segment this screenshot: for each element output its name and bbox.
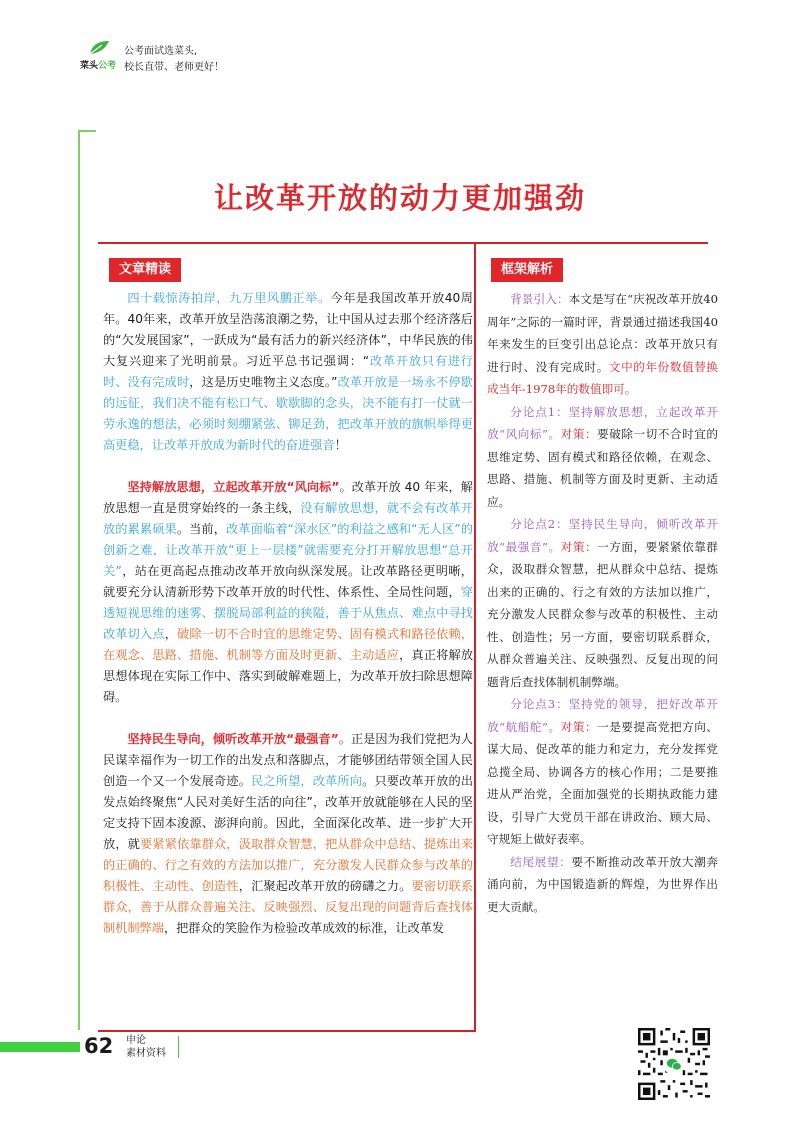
body-text: 一方面，要紧紧依靠群众，汲取群众智慧，把从群众中总结、提炼出来的正确的、行之有效的方法加以推广，充分激发人民群众参与改革的积极性、主动性、创造性；另一方面，要密切联系群众，从群众普遍关注、反映强烈、反复出现的问题背后查找体制机制弊端。 xyxy=(487,539,718,689)
tag-framework-analysis: 框架解析 xyxy=(491,258,563,282)
article-title: 让改革开放的动力更加强劲 xyxy=(213,181,586,215)
body-text: ，真正将解放思想体现在实际工作中、落实到破解难题上，为改革开放扫除思想障碍。 xyxy=(103,648,474,704)
column-divider xyxy=(474,242,476,1032)
highlighted-text: 文中的年份数值替换成当年-1978年的数值即可。 xyxy=(487,359,718,396)
brand-name-b: 公考 xyxy=(98,61,117,71)
slogan xyxy=(124,44,224,76)
article-paragraph xyxy=(103,288,473,456)
body-text: 要不断推动改革开放大潮奔涌向前，为中国锻造新的辉煌，为世界作出更大贡献。 xyxy=(487,854,718,914)
article-paragraph xyxy=(103,477,473,708)
highlighted-text: 四十载惊涛拍岸，九万里风鹏正举。 xyxy=(127,291,331,305)
highlighted-text: 要密切联系群众，善于从群众普遍关注、反映强烈、反复出现的问题背后查找体制机制弊端 xyxy=(103,879,474,935)
leaf-icon xyxy=(88,40,110,56)
brand-name xyxy=(80,58,116,71)
page-frame-top xyxy=(78,130,96,132)
slogan-line-1: 公考面试选菜头, xyxy=(124,46,198,57)
highlighted-text: 坚持解放思想，立起改革开放“风向标” xyxy=(127,480,340,494)
body-text: 。只要改革开放的出发点始终聚焦“人民对美好生活的向往”，改革开放就能够在人民的坚定支持下固本浚源、澎湃向前。因此，全面深化改革、进一步扩大开放，就 xyxy=(103,774,474,851)
framework-paragraph xyxy=(487,288,718,401)
brand-logo xyxy=(80,40,120,74)
body-text: ，这是历史唯物主义态度。” xyxy=(189,375,338,389)
highlighted-text: 对策： xyxy=(560,719,598,734)
highlighted-text: 分论点3：坚持党的领导，把好改革开放“航船舵”。 xyxy=(487,697,718,734)
highlighted-text: 要紧紧依靠群众，汲取群众智慧，把从群众中总结、提炼出来的正确的、行之有效的方法加以推广，充分激发人民群众参与改革的积极性、主动性、创造性 xyxy=(103,837,474,893)
page-frame-left xyxy=(78,130,80,1030)
framework-paragraph xyxy=(487,401,718,514)
body-text: 今年是我国改革开放40周年。40年来，改革开放呈浩荡浪潮之势，让中国从过去那个经济落后的“欠发展国家”，一跃成为“最有活力的新兴经济体”，中华民族的伟大复兴迎来了光明前景。习近平总书记强调：“ xyxy=(103,291,473,368)
brand-name-a: 菜头 xyxy=(80,61,99,71)
highlighted-text: 破除一切不合时宜的思维定势、固有模式和路径依赖，在观念、思路、措施、机制等方面及时更新、主动适应 xyxy=(103,627,474,662)
highlighted-text: 对策： xyxy=(560,539,598,554)
article-paragraph xyxy=(103,729,473,939)
article-body xyxy=(103,288,473,939)
highlighted-text: 背景引入： xyxy=(510,292,569,306)
footer-label xyxy=(126,1034,166,1060)
body-text: ，汇聚起改革开放的磅礴之力。 xyxy=(238,879,412,893)
highlighted-text: 没有解放思想，就不会有改革开放的累累硕果 xyxy=(103,501,474,536)
bottom-rule-left xyxy=(98,1030,476,1032)
tag-article-reading: 文章精读 xyxy=(109,258,181,282)
body-text: 。改革开放 40 年来，解放思想一直是贯穿始终的一条主线， xyxy=(103,480,473,515)
body-text: 一是要提高党把方向、谋大局、促改革的能力和定力，充分发挥党总揽全局、协调各方的核心作用；二是要推进从严治党，全面加强党的长期执政能力建设，引导广大党员干部在讲政治、顾大局、守规矩上做好表率。 xyxy=(487,719,718,846)
body-text: 。正是因为我们党把为人民谋幸福作为一切工作的出发点和落脚点，才能够团结带领全国人民创造一个又一个发展奇迹。 xyxy=(103,732,473,788)
highlighted-text: 对策： xyxy=(560,427,598,441)
body-text: 本文是写在“庆祝改革开放40周年”之际的一篇时评，背景通过描述我国40年来发生的巨变引出总论点：改革开放只有进行时、没有完成时。 xyxy=(487,292,718,374)
header xyxy=(80,40,224,76)
highlighted-text: 改革面临着“深水区”的利益之感和“无人区”的创新之难，让改革开放“更上一层楼”就需要充分打开解放思想“总开关” xyxy=(103,522,474,578)
body-text: ，把群众的笑脸作为检验改革成效的标准，让改革发 xyxy=(163,921,445,935)
framework-paragraph xyxy=(487,851,718,919)
framework-body xyxy=(487,288,718,918)
highlighted-text: 改革开放是一场永不停歇的远征，我们决不能有松口气、歇歇脚的念头，决不能有打一仗就一劳永逸的想法，必须时刻绷紧弦、铆足劲，把改革开放的旗帜举得更高更稳，让改革开放成为新时代的奋进强音 xyxy=(103,375,474,452)
highlighted-text: 分论点1：坚持解放思想，立起改革开放“风向标”。 xyxy=(487,404,718,441)
highlighted-text: 改革开放只有进行时、没有完成时 xyxy=(103,354,473,389)
top-rule xyxy=(98,242,708,244)
slogan-line-2: 校长直带、老师更好！ xyxy=(124,62,224,73)
framework-paragraph xyxy=(487,693,718,851)
body-text: 要破除一切不合时宜的思维定势、固有模式和路径依赖，在观念、思路、措施、机制等方面及时更新、主动适应。 xyxy=(487,427,718,509)
highlighted-text: 坚持民生导向，倾听改革开放“最强音” xyxy=(127,732,339,746)
body-text: ！ xyxy=(334,438,347,452)
highlighted-text: 穿透短视思维的迷雾、摆脱局部利益的狭隘，善于从焦点、难点中寻找改革切入点 xyxy=(103,585,473,641)
footer-bar xyxy=(0,1042,80,1052)
highlighted-text: 结尾展望： xyxy=(510,854,572,869)
highlighted-text: 民之所望，改革所向 xyxy=(251,774,363,788)
framework-paragraph xyxy=(487,513,718,693)
footer-line-1: 申论 xyxy=(126,1035,146,1046)
footer-line-2: 素材资料 xyxy=(126,1048,166,1059)
highlighted-text: 分论点2：坚持民生导向，倾听改革开放“最强音”。 xyxy=(487,517,718,554)
body-text: ， xyxy=(164,627,178,641)
body-text: ，站在更高起点推动改革开放向纵深发展。让改革路径更明晰，就要充分认清新形势下改革开放的时代性、体系性、全局性问题， xyxy=(103,564,473,599)
footer-divider xyxy=(178,1036,179,1058)
page-number: 62 xyxy=(84,1034,114,1058)
qr-code-icon xyxy=(638,1028,710,1100)
body-text: 。当前， xyxy=(176,522,227,536)
